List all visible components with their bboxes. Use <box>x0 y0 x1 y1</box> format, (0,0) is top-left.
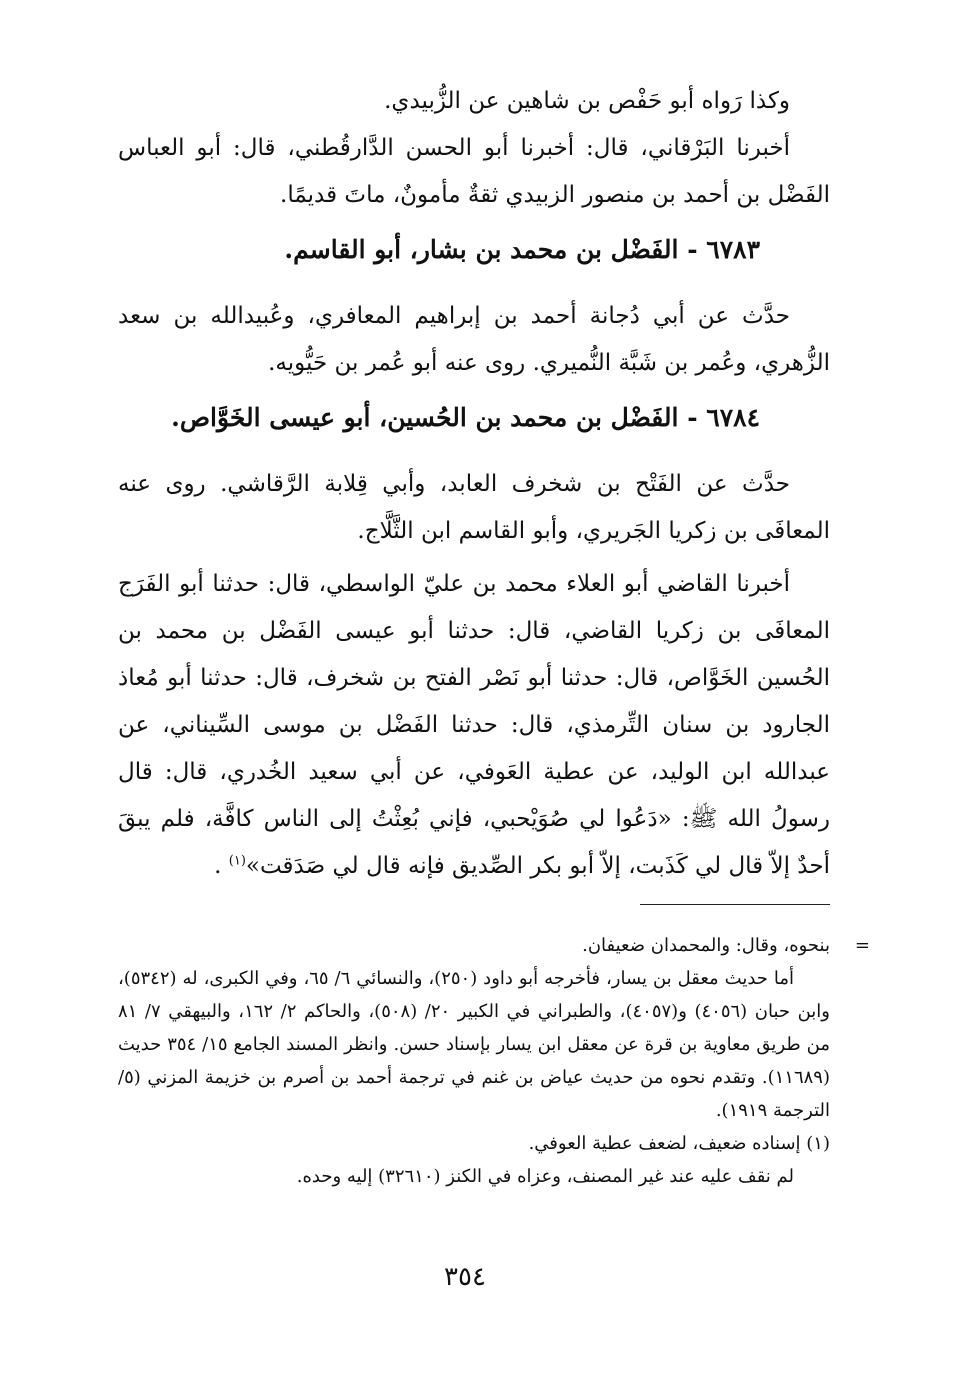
footnote-separator <box>640 904 830 905</box>
page-number: ٣٥٤ <box>444 1262 486 1292</box>
hadith-end-dot: . <box>214 853 222 879</box>
entry-heading-6784: ٦٧٨٤ - الفَضْل بن محمد بن الحُسين، أبو عيسى الخَوَّاص. <box>171 403 760 432</box>
footnote-1-paragraph: لم نقف عليه عند غير المصنف، وعزاه في الكنز (٣٢٦١٠) إليه وحده. <box>296 1166 794 1187</box>
paragraph-5 <box>118 561 830 890</box>
footnote-continuation-paragraph: أما حديث معقل بن يسار، فأخرجه أبو داود (٢٥٠)، والنسائي ٦/ ٦٥، وفي الكبرى، له (٥٣٤٢)، وابن حبان (٤٠٥٦) و(٤٠٥٧)، والطبراني في الكبير ٢٠/ (٥٠٨)، والحاكم ٢/ ١٦٢، والبيهقي ٧/ ٨١ من طريق معاوية بن قرة عن معقل ابن يسار بإسناد حسن. وانظر المسند الجامع ١٥/ ٣٥٤ حديث (١١٦٨٩). وتقدم نحوه من حديث عياض بن غنم في ترجمة أحمد بن أصرم بن خزيمة المزني (٥/ الترجمة ١٩١٩). <box>118 968 830 1121</box>
paragraph-2: أخبرنا البَرْقاني، قال: أخبرنا أبو الحسن الدَّارقُطني، قال: أبو العباس الفَضْل بن أحمد بن منصور الزبيدي ثقةٌ مأمونٌ، ماتَ قديمًا. <box>118 135 830 208</box>
paragraph-1: وكذا رَواه أبو حَفْص بن شاهين عن الزُّبيدي. <box>384 88 790 114</box>
paragraph-3: حدَّث عن أبي دُجانة أحمد بن إبراهيم المعافري، وعُبيدالله بن سعد الزُّهري، وعُمر بن شَبَّة النُّميري. روى عنه أبو عُمر بن حَيُّويه. <box>118 303 830 376</box>
hadith-text: أخبرنا القاضي أبو العلاء محمد بن عليّ الواسطي، قال: حدثنا أبو الفَرَج المعافَى بن زكريا القاضي، قال: حدثنا أبو عيسى الفَضْل بن محمد بن الحُسين الخَوَّاص، قال: حدثنا أبو نَصْر الفتح بن شخرف، قال: حدثنا أبو مُعاذ الجارود بن سنان التِّرمذي، قال: حدثنا الفَضْل بن موسى السِّيناني، عن عبدالله ابن الوليد، عن عطية العَوفي، عن أبي سعيد الخُدري، قال: قال رسولُ الله ﷺ: «دَعُوا لي صُوَيْحبي، فإني بُعِثْتُ إلى الناس كافَّة، فلم يبقَ أحدٌ إلاّ قال لي كَذَبت، إلاّ أبو بكر الصِّديق فإنه قال لي صَدَقت» <box>118 571 830 879</box>
footnote-1-marker: (١) <box>806 1133 830 1154</box>
continuation-marker: = <box>854 935 870 956</box>
footnote-ref-1: (١) <box>228 853 246 869</box>
continuation-text: بنحوه، وقال: والمحمدان ضعيفان. <box>582 935 830 956</box>
text-column <box>118 78 870 1193</box>
footnote-continuation <box>118 929 870 962</box>
entry-heading-6783: ٦٧٨٣ - الفَضْل بن محمد بن بشار، أبو القاسم. <box>284 235 760 264</box>
paragraph-4: حدَّث عن الفَتْح بن شخرف العابد، وأبي قِلابة الرَّقاشي. روى عنه المعافَى بن زكريا الجَريري، وأبو القاسم ابن الثَّلَّاج. <box>118 471 830 544</box>
footnote-1 <box>118 1127 830 1160</box>
footnote-1-text: إسناده ضعيف، لضعف عطية العوفي. <box>528 1133 801 1154</box>
